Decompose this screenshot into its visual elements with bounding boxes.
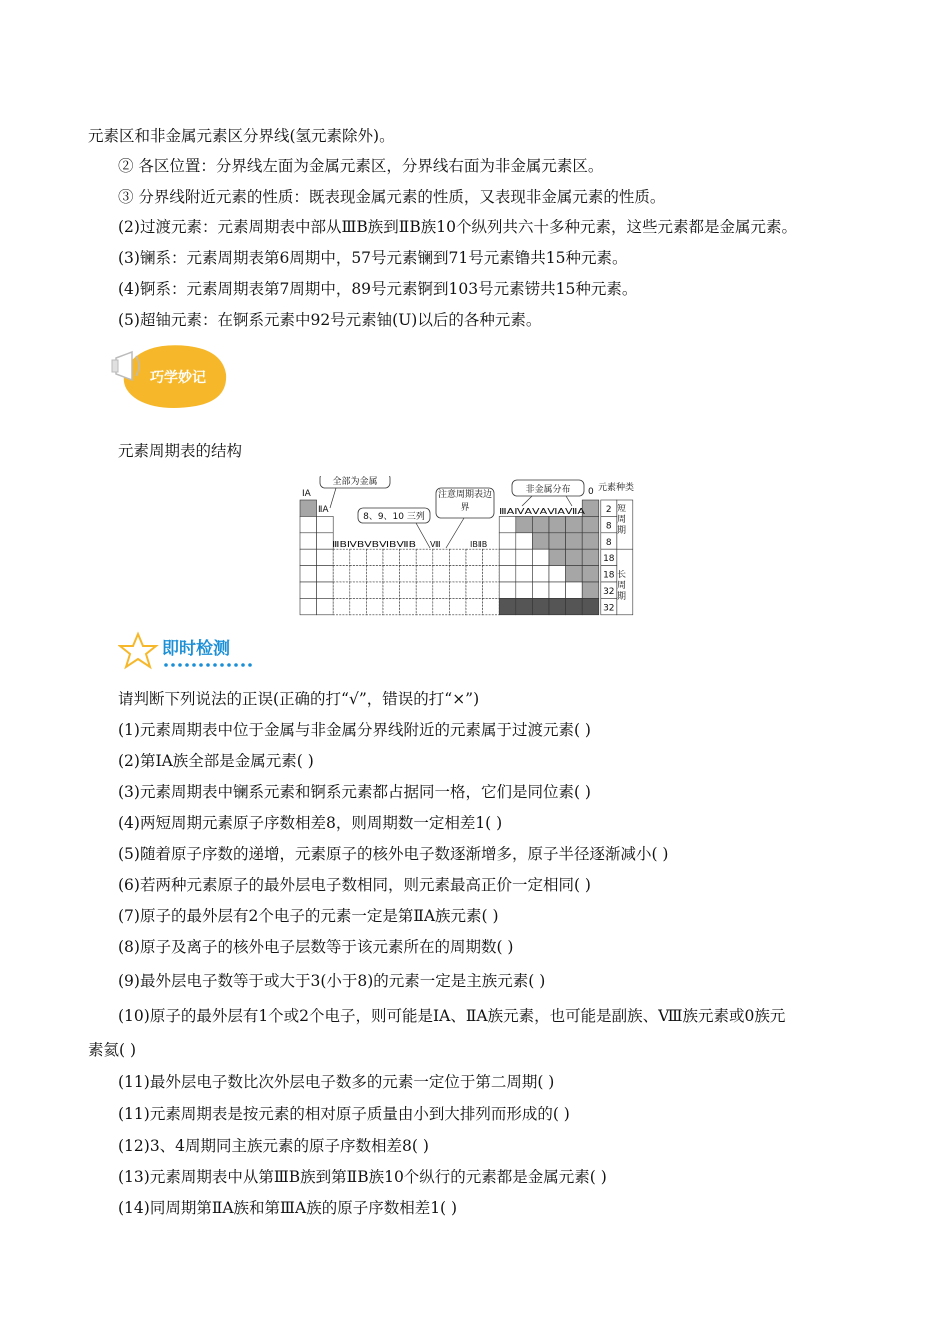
period-count-3: 8 (605, 537, 612, 548)
intro-line-5: (3)镧系：元素周期表第6周期中，57号元素镧到71号元素镥共15种元素。 (118, 249, 628, 267)
table-cell (449, 549, 466, 565)
memory-tip-label: 巧学妙记 (150, 370, 206, 386)
quick-check-badge (118, 630, 268, 676)
table-cell (317, 598, 334, 614)
table-cell (416, 598, 433, 614)
table-cell (532, 549, 549, 565)
periodic-table-diagram (296, 476, 656, 624)
table-cell (333, 598, 350, 614)
table-cell (433, 549, 450, 565)
callout-boundary: 注意周期表边界 (438, 490, 492, 513)
intro-line-2: ② 各区位置：分界线左面为金属元素区，分界线右面为非金属元素区。 (118, 157, 604, 175)
group-1a-label: ⅠA (302, 489, 311, 499)
quiz-item-3: (3)元素周期表中镧系元素和锕系元素都占据同一格，它们是同位素( ) (118, 783, 591, 801)
callout-columns: 8、9、10 三列 (363, 512, 425, 522)
table-cell (317, 566, 334, 582)
short-period-label: 短周期 (617, 504, 627, 536)
quiz-item-1: (1)元素周期表中位于金属与非金属分界线附近的元素属于过渡元素( ) (118, 721, 591, 739)
table-cell (549, 549, 566, 565)
quiz-item-7: (7)原子的最外层有2个电子的元素一定是第ⅡA族元素( ) (118, 907, 499, 925)
table-cell (333, 582, 350, 598)
table-cell (516, 566, 533, 582)
table-cell (499, 598, 516, 614)
table-cell (549, 598, 566, 614)
quiz-item-10-line2: 素氦( ) (88, 1041, 137, 1059)
period-count-5: 18 (603, 570, 615, 581)
period-count-7: 32 (603, 603, 615, 614)
table-cell (499, 566, 516, 582)
table-cell (566, 533, 583, 549)
table-cell (516, 516, 533, 532)
table-cell (582, 516, 599, 532)
table-cell (383, 598, 400, 614)
quiz-item-6: (6)若两种元素原子的最外层电子数相同，则元素最高正价一定相同( ) (118, 876, 591, 894)
table-cell (466, 549, 483, 565)
quiz-item-11b: (11)元素周期表是按元素的相对原子质量由小到大排列而形成的( ) (118, 1105, 570, 1123)
quiz-item-8: (8)原子及离子的核外电子层数等于该元素所在的周期数( ) (118, 938, 514, 956)
table-cell (566, 598, 583, 614)
table-cell (350, 566, 367, 582)
table-cell (549, 533, 566, 549)
table-cell (366, 549, 383, 565)
intro-line-7: (5)超铀元素：在锕系元素中92号元素铀(U)以后的各种元素。 (118, 311, 542, 329)
intro-line-1: 元素区和非金属元素区分界线(氢元素除外)。 (88, 127, 395, 145)
table-cell (300, 516, 317, 532)
quick-check-label: 即时检测 (162, 639, 230, 659)
table-cell (483, 598, 500, 614)
period-count-2: 8 (605, 521, 612, 532)
table-cell (300, 582, 317, 598)
table-cell (350, 582, 367, 598)
quiz-item-10-line1: (10)原子的最外层有1个或2个电子，则可能是ⅠA、ⅡA族元素，也可能是副族、Ⅷ族元素或0族元 (118, 1007, 786, 1025)
table-cell (433, 582, 450, 598)
quiz-item-11: (11)最外层电子数比次外层电子数多的元素一定位于第二周期( ) (118, 1073, 555, 1091)
table-cell (300, 500, 317, 516)
table-cell (350, 598, 367, 614)
table-cell (383, 549, 400, 565)
long-period-label: 长周期 (617, 570, 627, 602)
table-cell (317, 582, 334, 598)
table-cell (499, 549, 516, 565)
table-cell (516, 549, 533, 565)
callout-metal: 全部为金属 (332, 477, 378, 487)
table-cell (566, 566, 583, 582)
table-cell (532, 566, 549, 582)
group-ib-iib-label: ⅠBⅡB (470, 540, 488, 549)
main-groups-label: ⅢAⅣAⅤAⅥAⅦA (499, 507, 587, 516)
table-cell (300, 598, 317, 614)
table-cell (449, 582, 466, 598)
table-cell (466, 582, 483, 598)
table-cell (366, 566, 383, 582)
table-cell (499, 516, 516, 532)
table-cell (483, 582, 500, 598)
table-cell (333, 566, 350, 582)
table-cell (566, 582, 583, 598)
table-cell (400, 582, 417, 598)
table-cell (532, 582, 549, 598)
table-cell (416, 549, 433, 565)
table-cell (300, 533, 317, 549)
table-cell (317, 533, 334, 549)
group-viii-label: Ⅷ (430, 540, 441, 549)
table-cell (383, 582, 400, 598)
quiz-item-14: (14)同周期第ⅡA族和第ⅢA族的原子序数相差1( ) (118, 1199, 458, 1217)
table-cell (300, 566, 317, 582)
table-cell (499, 582, 516, 598)
table-cell (516, 582, 533, 598)
period-count-1: 2 (605, 505, 612, 515)
intro-line-3: ③ 分界线附近元素的性质：既表现金属元素的性质，又表现非金属元素的性质。 (118, 188, 666, 206)
table-cell (483, 549, 500, 565)
table-cell (582, 582, 599, 598)
table-cell (366, 582, 383, 598)
star-icon (120, 634, 156, 667)
table-cell (466, 598, 483, 614)
table-cell (400, 549, 417, 565)
table-cell (483, 566, 500, 582)
table-cell (582, 533, 599, 549)
structure-title: 元素周期表的结构 (118, 442, 243, 460)
table-cell (516, 533, 533, 549)
quiz-item-4: (4)两短周期元素原子序数相差8，则周期数一定相差1( ) (118, 814, 503, 832)
table-cell (433, 598, 450, 614)
period-count-4: 18 (603, 554, 615, 565)
callout-nonmetal: 非金属分布 (525, 485, 571, 495)
quiz-item-13: (13)元素周期表中从第ⅢB族到第ⅡB族10个纵行的元素都是金属元素( ) (118, 1168, 607, 1186)
period-count-6: 32 (603, 587, 615, 597)
table-cell (582, 598, 599, 614)
table-cell (366, 598, 383, 614)
table-cell (416, 582, 433, 598)
intro-line-6: (4)锕系：元素周期表第7周期中，89号元素锕到103号元素铹共15种元素。 (118, 280, 638, 298)
table-cell (300, 549, 317, 565)
table-cell (466, 566, 483, 582)
table-cell (317, 516, 334, 532)
group-2a-label: ⅡA (318, 505, 329, 515)
table-cell (582, 566, 599, 582)
table-cell (433, 566, 450, 582)
table-cell (582, 549, 599, 565)
table-cell (350, 549, 367, 565)
quiz-item-12: (12)3、4周期同主族元素的原子序数相差8( ) (118, 1137, 429, 1155)
table-cell (317, 549, 334, 565)
table-cell (549, 516, 566, 532)
table-cell (532, 533, 549, 549)
table-cell (549, 582, 566, 598)
group-0-label: 0 (588, 487, 594, 497)
table-cell (383, 566, 400, 582)
quiz-item-9: (9)最外层电子数等于或大于3(小于8)的元素一定是主族元素( ) (118, 972, 546, 990)
dots-decoration (164, 663, 252, 667)
transition-groups-label: ⅢBⅣBⅤBⅥBⅦB (332, 540, 416, 549)
table-cell (532, 598, 549, 614)
table-cell (400, 566, 417, 582)
table-cell (532, 516, 549, 532)
table-cell (333, 549, 350, 565)
quiz-item-2: (2)第ⅠA族全部是金属元素( ) (118, 752, 314, 770)
table-cell (566, 549, 583, 565)
intro-line-4: (2)过渡元素：元素周期表中部从ⅢB族到ⅡB族10个纵列共六十多种元素，这些元素都是金属元素。 (118, 218, 797, 236)
table-cell (449, 566, 466, 582)
quiz-item-5: (5)随着原子序数的递增，元素原子的核外电子数逐渐增多，原子半径逐渐减小( ) (118, 845, 669, 863)
quiz-intro: 请判断下列说法的正误(正确的打“√”，错误的打“×”) (118, 690, 480, 708)
table-cell (416, 566, 433, 582)
table-cell (449, 598, 466, 614)
table-cell (400, 598, 417, 614)
table-cell (566, 516, 583, 532)
table-cell (499, 533, 516, 549)
table-cell (549, 566, 566, 582)
table-cell (516, 598, 533, 614)
memory-tip-badge (110, 340, 230, 412)
element-kinds-label: 元素种类 (598, 483, 635, 493)
